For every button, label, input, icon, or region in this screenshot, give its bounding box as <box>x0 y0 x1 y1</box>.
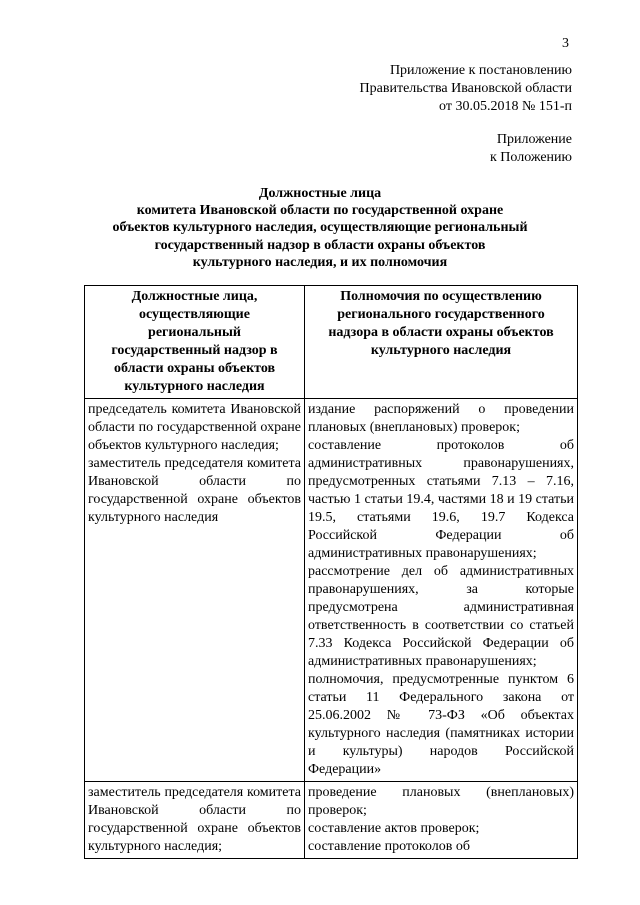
appendix-line: Правительства Ивановской области <box>359 81 572 96</box>
official-entry: заместитель председателя комитета Ивановской области по государственной охране объектов культурного наследия; <box>88 785 301 854</box>
table-row <box>85 399 578 782</box>
document-title <box>84 185 556 271</box>
power-entry: составление протоколов об административных правонарушениях, предусмотренных статьями 7.13 – 7.16, частью 1 статьи 19.4, частями 18 и 19 статьи 19.5, статьями 19.6, 19.7 Кодекса Российской Федерации об административных правонарушениях; <box>308 438 574 561</box>
page-number: 3 <box>562 36 569 51</box>
power-entry: рассмотрение дел об административных правонарушениях, за которые предусмотрена административная ответственность в соответствии со статьей 7.33 Кодекса Российской Федерации об административных правонарушениях; <box>308 564 574 669</box>
appendix-to-resolution <box>360 62 572 116</box>
title-line: Должностные лица <box>258 186 382 201</box>
officials-cell <box>85 782 305 859</box>
title-line: объектов культурного наследия, осуществляющие региональный <box>112 220 528 236</box>
table-row <box>85 782 578 859</box>
official-entry: председатель комитета Ивановской области по государственной охране объектов культурного наследия; <box>88 402 301 453</box>
title-line: культурного наследия, и их полномочия <box>192 254 448 270</box>
appendix-line: к Положению <box>489 150 572 165</box>
appendix-line: Приложение <box>496 132 572 147</box>
appendix-line: Приложение к постановлению <box>389 63 572 78</box>
powers-cell <box>305 782 578 859</box>
power-entry: составление протоколов об <box>308 839 470 854</box>
powers-cell <box>305 399 578 782</box>
officials-powers-table <box>84 285 578 859</box>
appendix-to-regulation <box>490 131 572 167</box>
header-powers: Полномочия по осуществлению регионального государственного надзора в области охраны объектов культурного наследия <box>305 286 578 399</box>
power-entry: проведение плановых (внеплановых) проверок; <box>308 785 574 818</box>
power-entry: составление актов проверок; <box>308 821 480 836</box>
appendix-line: от 30.05.2018 № 151-п <box>439 99 572 114</box>
title-line: комитета Ивановской области по государственной охране <box>136 203 504 219</box>
header-officials: Должностные лица, осуществляющие региональный государственный надзор в области охраны объектов культурного наследия <box>85 286 305 399</box>
power-entry: издание распоряжений о проведении плановых (внеплановых) проверок; <box>308 402 574 435</box>
official-entry: заместитель председателя комитета Ивановской области по государственной охране объектов культурного наследия <box>88 456 301 525</box>
power-entry: полномочия, предусмотренные пунктом 6 статьи 11 Федерального закона от 25.06.2002 № 73-ФЗ «Об объектах культурного наследия (памятниках истории и культуры) народов Российской Федерации» <box>308 672 574 777</box>
table-header-row <box>85 286 578 399</box>
title-line: государственный надзор в области охраны объектов <box>154 237 486 253</box>
officials-cell <box>85 399 305 782</box>
